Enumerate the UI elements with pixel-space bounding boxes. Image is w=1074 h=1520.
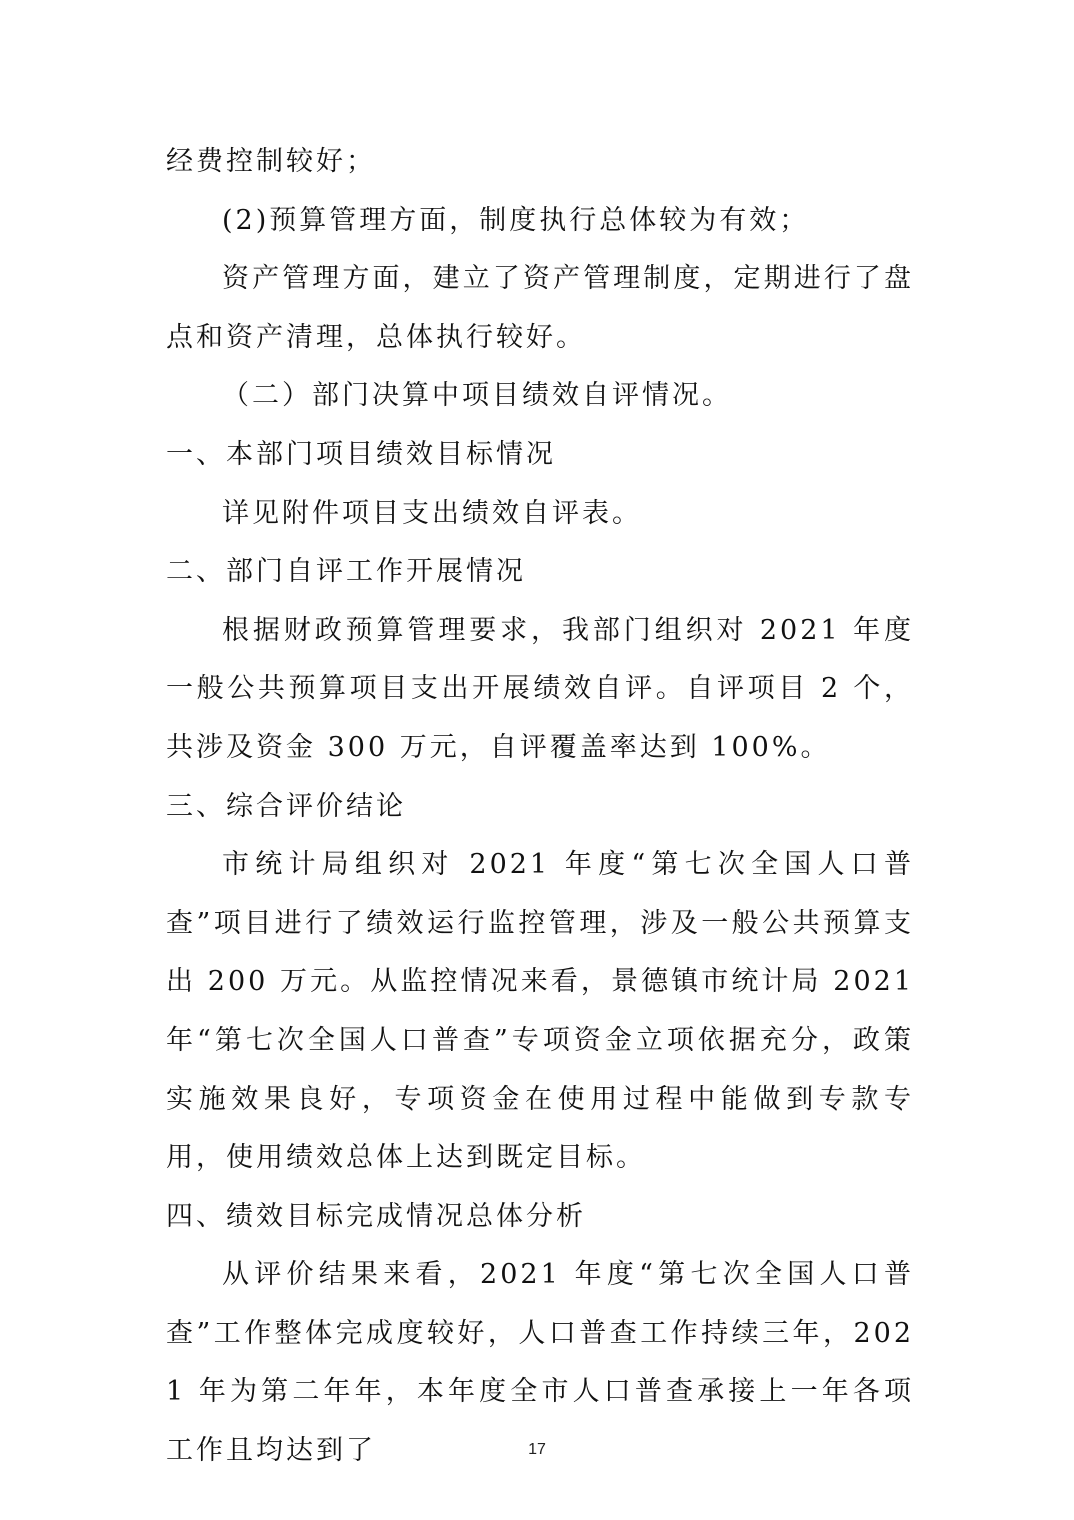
heading-target-completion-analysis: 四、绩效目标完成情况总体分析: [166, 1200, 586, 1232]
paragraph-conclusion-details: 市统计局组织对 2021 年度“第七次全国人口普查”项目进行了绩效运行监控管理，涉及一般公共预算支出 200 万元。从监控情况来看，景德镇市统计局 2021 年“第七次全国人口普查”专项资金立项依据充分，政策实施效果良好，专项资金在使用过程中能做到专款专用，使用绩效总体上达到既定目标。: [166, 849, 914, 1174]
paragraph-asset-management: 资产管理方面，建立了资产管理制度，定期进行了盘点和资产清理，总体执行较好。: [166, 263, 914, 353]
paragraph-completion-analysis: 从评价结果来看，2021 年度“第七次全国人口普查”工作整体完成度较好，人口普查工作持续三年，2021 年为第二年年，本年度全市人口普查承接上一年各项工作且均达到了: [166, 1259, 914, 1467]
paragraph-self-evaluation-details: 根据财政预算管理要求，我部门组织对 2021 年度一般公共预算项目支出开展绩效自评。自评项目 2 个，共涉及资金 300 万元，自评覆盖率达到 100%。: [166, 614, 914, 763]
document-body: [166, 133, 914, 1481]
paragraph-budget-management: (2)预算管理方面，制度执行总体较为有效；: [222, 204, 810, 236]
paragraph-see-attachment: 详见附件项目支出绩效自评表。: [222, 497, 642, 529]
heading-performance-targets: 一、本部门项目绩效目标情况: [166, 438, 556, 470]
page-number: 17: [528, 1441, 546, 1458]
section-subheading-project-self-evaluation: （二）部门决算中项目绩效自评情况。: [222, 380, 732, 412]
paragraph-continuation: 经费控制较好；: [166, 146, 376, 177]
heading-self-evaluation-work: 二、部门自评工作开展情况: [166, 556, 526, 588]
heading-overall-conclusion: 三、综合评价结论: [166, 790, 406, 822]
